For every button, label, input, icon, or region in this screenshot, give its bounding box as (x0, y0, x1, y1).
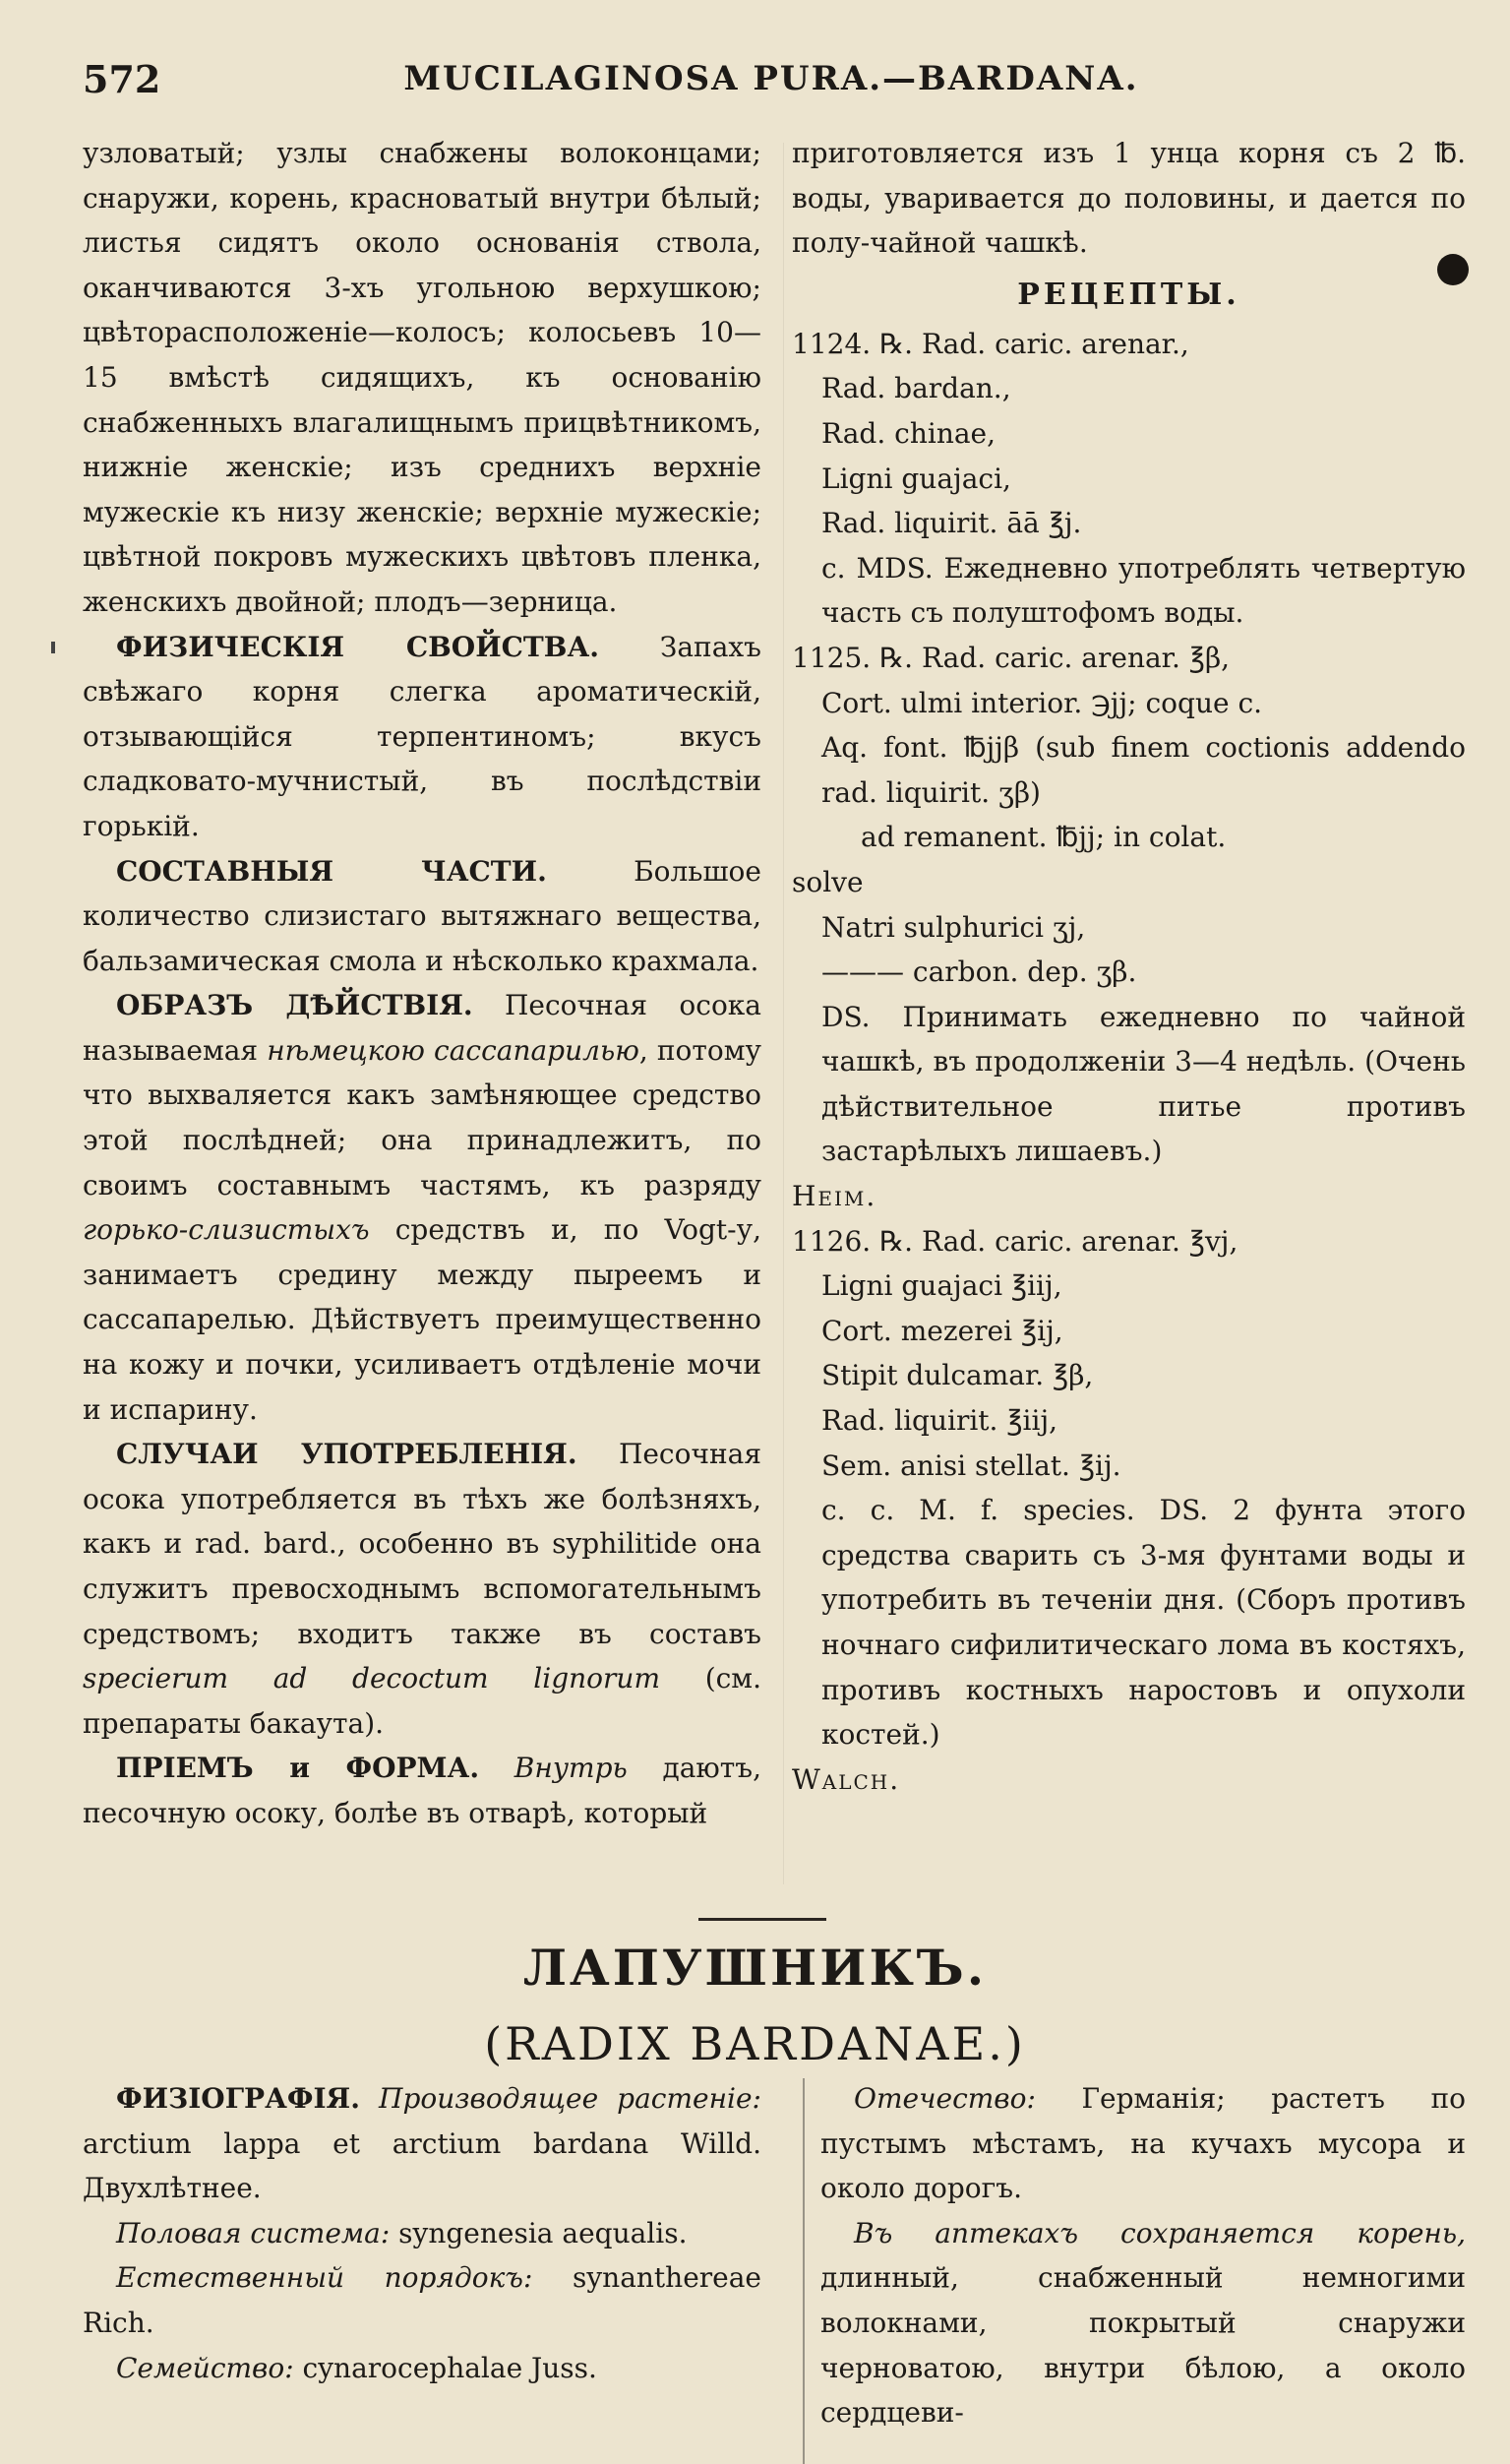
natural-order-label: Естественный порядокъ: (116, 2261, 533, 2295)
dosage-paragraph (83, 1746, 761, 1835)
recipe-line: Stipit dulcamar. ℥β, (821, 1359, 1094, 1392)
recipe-line: ad remanent. ℔jj; in colat. (861, 821, 1227, 854)
recipe-line: ——— carbon. dep. ʒβ. (821, 955, 1137, 989)
recipe-line: Rad. chinae, (821, 416, 997, 450)
right-column (792, 131, 1466, 1802)
action-paragraph (83, 983, 761, 1432)
habitat-text: Германія; растетъ по пустымъ мѣстамъ, на кучахъ мусора и около дорогъ. (820, 2082, 1466, 2205)
action-text-b: , потому что выхваляется какъ замѣняющее средство этой послѣдней; она принадлежитъ, по своимъ составнымъ частямъ, къ разряду (83, 1033, 761, 1201)
uses-paragraph (83, 1432, 761, 1746)
natural-order-value: synanthereae Rich. (83, 2261, 761, 2339)
right-paragraph-1: приготовляется изъ 1 унца корня съ 2 ℔. воды, уваривается до половины, и дается по полу-чайной чашкѣ. (792, 137, 1466, 260)
recipe-author: Heim. (792, 1180, 877, 1213)
family-label: Семейство: (116, 2351, 294, 2384)
section-subtitle: (RADIX BARDANAE.) (484, 2017, 1026, 2070)
recipe-instruction: DS. Принимать ежедневно по чайной чашкѣ, въ продолженіи 3—4 недѣль. (Очень дѣйствительное питье противъ застарѣлыхъ лишаевъ.) (821, 1000, 1466, 1168)
margin-mark (51, 642, 55, 653)
recipe-line: solve (792, 865, 864, 898)
constituents-heading: СОСТАВНЫЯ ЧАСТИ. (116, 854, 547, 888)
recipe-line: Sem. anisi stellat. ℥ij. (821, 1448, 1121, 1482)
habitat-label: Отечество: (854, 2082, 1036, 2115)
recipe-1126 (792, 1219, 1466, 1803)
page-header (83, 57, 1460, 106)
recipe-line: Ligni guajaci, (821, 462, 1011, 495)
section-left-column (83, 2076, 761, 2390)
left-paragraph-1: узловатый; узлы снабжены волоконцами; снаружи, корень, красноватый внутри бѣлый; листья сидятъ около основанія ствола, оканчиваются 3-хъ угольною верхушкою; цвѣторасположеніе—колосъ; колосьевъ 10—15 вмѣстѣ сидящихъ, къ основанію снабженныхъ влагалищнымъ прицвѣтникомъ, нижніе женскіе; изъ среднихъ верхніе мужескіе къ низу женскіе; верхніе мужескіе; цвѣтной покровъ мужескихъ цвѣтовъ пленка, женскихъ двойной; плодъ—зерница. (83, 137, 761, 618)
family-value: cynarocephalae Juss. (302, 2351, 597, 2384)
action-text-italic: нѣмецкою сассапарилью (267, 1033, 639, 1067)
natural-order-paragraph (83, 2255, 761, 2345)
action-text-italic-2: горько-слизистыхъ (83, 1213, 370, 1247)
sexual-system-paragraph (83, 2211, 761, 2256)
recipe-line: Rad. liquirit. āā ℥j. (821, 507, 1082, 540)
recipe-line: Aq. font. ℔jjβ (sub finem coctionis addendo rad. liquirit. ʒβ) (821, 731, 1466, 809)
constituents-paragraph (83, 849, 761, 984)
dosage-text-italic: Внутрь (513, 1752, 628, 1785)
physical-properties-text: Запахъ свѣжаго корня слегка ароматическій, отзывающійся терпентиномъ; вкусъ сладковато-мучнистый, въ послѣдствіи горькій. (83, 630, 761, 842)
recipe-1124 (792, 322, 1466, 636)
sexual-system-label: Половая система: (116, 2216, 391, 2249)
physiography-heading: ФИЗІОГРАФІЯ. (116, 2082, 360, 2115)
recipe-author: Walch. (792, 1762, 901, 1796)
column-gutter (783, 143, 784, 1884)
uses-text-b: (см. препараты бакаута). (83, 1662, 761, 1740)
section-right-column (820, 2076, 1466, 2435)
constituents-text: Большое количество слизистаго вытяжнаго вещества, бальзамическая смола и нѣсколько крахмала. (83, 854, 761, 977)
recipe-line: Cort. ulmi interior. ℈jj; coque c. (821, 686, 1263, 719)
recipe-1125 (792, 636, 1466, 1219)
habitat-paragraph (820, 2076, 1466, 2211)
recipe-line: Rad. bardan., (821, 372, 1011, 405)
dosage-heading: ПРІЕМЪ и ФОРМА. (116, 1752, 480, 1785)
section-rule (698, 1918, 826, 1921)
uses-text-italic: specierum ad decoctum lignorum (83, 1662, 660, 1695)
recipe-line: Ligni guajaci ℥iij, (821, 1269, 1062, 1303)
physical-properties-paragraph (83, 625, 761, 849)
recipe-instruction: c. MDS. Ежедневно употреблять четвертую часть съ полуштофомъ воды. (821, 551, 1466, 630)
uses-heading: СЛУЧАИ УПОТРЕБЛЕНІЯ. (116, 1438, 577, 1471)
recipe-instruction: c. c. M. f. species. DS. 2 фунта этого средства сварить съ 3-мя фунтами воды и употребить въ теченіи дня. (Сборъ противъ ночнаго сифилитическаго лома въ костяхъ, противъ костныхъ наростовъ и опухоли костей.) (821, 1494, 1466, 1752)
recipe-line: Rad. liquirit. ℥iij, (821, 1404, 1058, 1438)
column-rule (803, 2078, 805, 2464)
pharmacy-label: Въ аптекахъ сохраняется корень, (854, 2216, 1466, 2249)
uses-text-a: Песочная осока употребляется въ тѣхъ же болѣзняхъ, какъ и rad. bard., особенно въ syphilitide она служитъ превосходнымъ вспомогательнымъ средствомъ; входитъ также въ составъ (83, 1438, 761, 1650)
physiography-paragraph (83, 2076, 761, 2211)
page-number: 572 (83, 57, 161, 101)
pharmacy-text: длинный, снабженный немногими волокнами, покрытый снаружи черноватою, внутри бѣлою, а около сердцеви- (820, 2261, 1466, 2430)
family-paragraph (83, 2346, 761, 2391)
action-text-a: Песочная осока называемая (83, 989, 761, 1067)
recipes-heading: РЕЦЕПТЫ. (1017, 277, 1240, 312)
running-head: MUCILAGINOSA PURA.—BARDANA. (403, 59, 1139, 98)
physical-properties-heading: ФИЗИЧЕСКІЯ СВОЙСТВА. (116, 630, 599, 663)
dosage-text: даютъ, песочную осоку, болѣе въ отварѣ, который (83, 1752, 761, 1829)
recipe-line: 1125. ℞. Rad. caric. arenar. ℥β, (792, 641, 1231, 674)
recipe-line: Natri sulphurici ʒj, (821, 910, 1086, 944)
physiography-italic: Производящее растеніе: (379, 2082, 761, 2115)
action-text-c: средствъ и, по Vogt-у, занимаетъ средину между пыреемъ и сассапарелью. Дѣйствуетъ преимущественно на кожу и почки, усиливаетъ отдѣленіе мочи и испарину. (83, 1213, 761, 1426)
recipe-line: 1126. ℞. Rad. caric. arenar. ℥vj, (792, 1224, 1238, 1258)
recipe-line: Cort. mezerei ℥ij, (821, 1314, 1063, 1347)
left-column (83, 131, 761, 1836)
recipe-line: 1124. ℞. Rad. caric. arenar., (792, 327, 1189, 360)
action-heading: ОБРАЗЪ ДѢЙСТВІЯ. (116, 989, 473, 1022)
section-title: ЛАПУШНИКЪ. (522, 1939, 988, 1997)
physiography-text: arctium lappa et arctium bardana Willd. Двухлѣтнее. (83, 2126, 761, 2205)
sexual-system-value: syngenesia aequalis. (398, 2216, 688, 2249)
pharmacy-paragraph (820, 2211, 1466, 2435)
